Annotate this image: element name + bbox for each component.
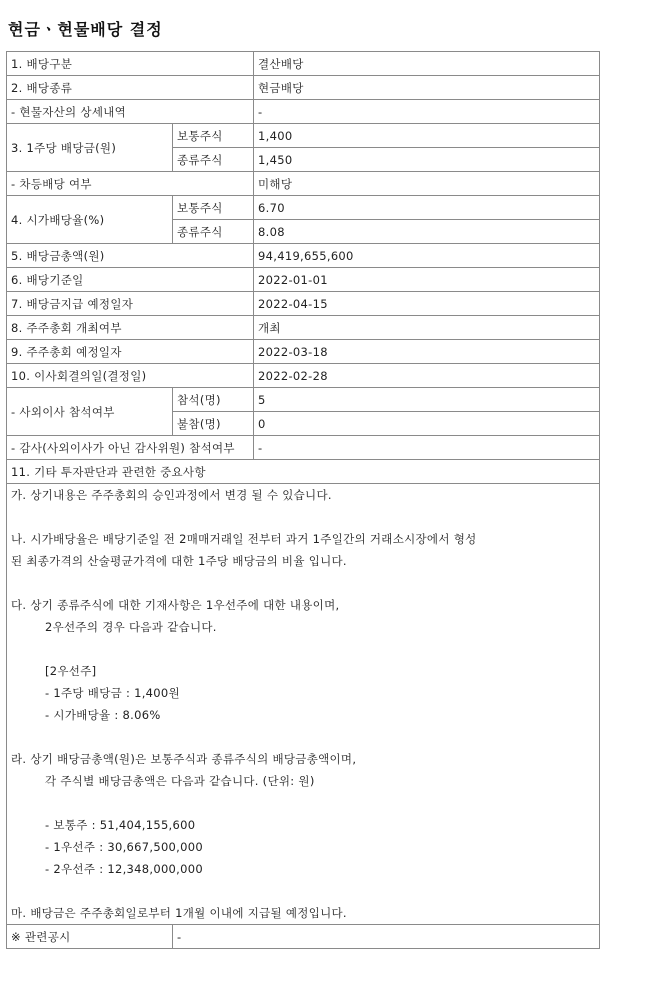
row-value: 1,450	[254, 148, 600, 172]
table-row	[7, 124, 600, 148]
row-value: 2022-01-01	[254, 268, 600, 292]
table-row	[7, 316, 600, 340]
table-row	[7, 244, 600, 268]
table-row	[7, 268, 600, 292]
row-value: -	[254, 100, 600, 124]
note-da-line4: - 1주당 배당금 : 1,400원	[45, 686, 180, 700]
table-row	[7, 52, 600, 76]
row-value: 미해당	[254, 172, 600, 196]
note-na-line1: 나. 시가배당율은 배당기준일 전 2매매거래일 전부터 과거 1주일간의 거래소시장에서 형성	[11, 532, 477, 546]
row-value: 현금배당	[254, 76, 600, 100]
row-sublabel: 보통주식	[173, 124, 254, 148]
row-value: 94,419,655,600	[254, 244, 600, 268]
note-da-line5: - 시가배당율 : 8.06%	[45, 708, 161, 722]
related-disclosure-value: -	[173, 925, 600, 949]
note-ra-line1: 라. 상기 배당금총액(원)은 보통주식과 종류주식의 배당금총액이며,	[11, 752, 357, 766]
row-sublabel: 종류주식	[173, 220, 254, 244]
row-label: 8. 주주총회 개최여부	[7, 316, 254, 340]
row-sublabel: 보통주식	[173, 196, 254, 220]
row-label: - 차등배당 여부	[7, 172, 254, 196]
row-value: 6.70	[254, 196, 600, 220]
disclosure-table	[6, 51, 600, 949]
row-value: 5	[254, 388, 600, 412]
section-heading: 11. 기타 투자판단과 관련한 중요사항	[7, 460, 600, 484]
row-label: 5. 배당금총액(원)	[7, 244, 254, 268]
row-value: -	[254, 436, 600, 460]
table-row	[7, 925, 600, 949]
row-label: 1. 배당구분	[7, 52, 254, 76]
table-row	[7, 76, 600, 100]
note-na-line2: 된 최종가격의 산술평균가격에 대한 1주당 배당금의 비율 입니다.	[11, 554, 347, 568]
table-row	[7, 484, 600, 925]
row-sublabel: 불참(명)	[173, 412, 254, 436]
row-label: - 현물자산의 상세내역	[7, 100, 254, 124]
row-label: 7. 배당금지급 예정일자	[7, 292, 254, 316]
row-label: 4. 시가배당율(%)	[7, 196, 173, 244]
note-da-line3: [2우선주]	[45, 664, 97, 678]
row-label: 9. 주주총회 예정일자	[7, 340, 254, 364]
table-row	[7, 292, 600, 316]
row-label: - 사외이사 참석여부	[7, 388, 173, 436]
row-label: 3. 1주당 배당금(원)	[7, 124, 173, 172]
row-value: 2022-02-28	[254, 364, 600, 388]
row-sublabel: 종류주식	[173, 148, 254, 172]
table-row	[7, 100, 600, 124]
note-ra-line2: 각 주식별 배당금총액은 다음과 같습니다. (단위: 원)	[45, 774, 315, 788]
related-disclosure-label: ※ 관련공시	[7, 925, 173, 949]
row-label: 2. 배당종류	[7, 76, 254, 100]
row-value: 1,400	[254, 124, 600, 148]
table-row	[7, 340, 600, 364]
row-label: 10. 이사회결의일(결정일)	[7, 364, 254, 388]
row-value: 2022-03-18	[254, 340, 600, 364]
row-value: 2022-04-15	[254, 292, 600, 316]
note-da-line1: 다. 상기 종류주식에 대한 기재사항은 1우선주에 대한 내용이며,	[11, 598, 340, 612]
row-label: 6. 배당기준일	[7, 268, 254, 292]
table-row	[7, 388, 600, 412]
row-value: 8.08	[254, 220, 600, 244]
table-row	[7, 436, 600, 460]
page-title: 현금ㆍ현물배당 결정	[8, 20, 163, 39]
table-row	[7, 172, 600, 196]
row-sublabel: 참석(명)	[173, 388, 254, 412]
note-ra-line4: - 1우선주 : 30,667,500,000	[45, 840, 203, 854]
row-value: 0	[254, 412, 600, 436]
row-value: 결산배당	[254, 52, 600, 76]
notes-cell	[7, 484, 600, 925]
note-ga: 가. 상기내용은 주주총회의 승인과정에서 변경 될 수 있습니다.	[11, 488, 332, 502]
table-row	[7, 460, 600, 484]
table-row	[7, 196, 600, 220]
table-row	[7, 364, 600, 388]
note-ra-line3: - 보통주 : 51,404,155,600	[45, 818, 196, 832]
note-ra-line5: - 2우선주 : 12,348,000,000	[45, 862, 203, 876]
note-ma: 마. 배당금은 주주총회일로부터 1개월 이내에 지급될 예정입니다.	[11, 906, 347, 920]
note-da-line2: 2우선주의 경우 다음과 같습니다.	[45, 620, 217, 634]
row-value: 개최	[254, 316, 600, 340]
row-label: - 감사(사외이사가 아닌 감사위원) 참석여부	[7, 436, 254, 460]
